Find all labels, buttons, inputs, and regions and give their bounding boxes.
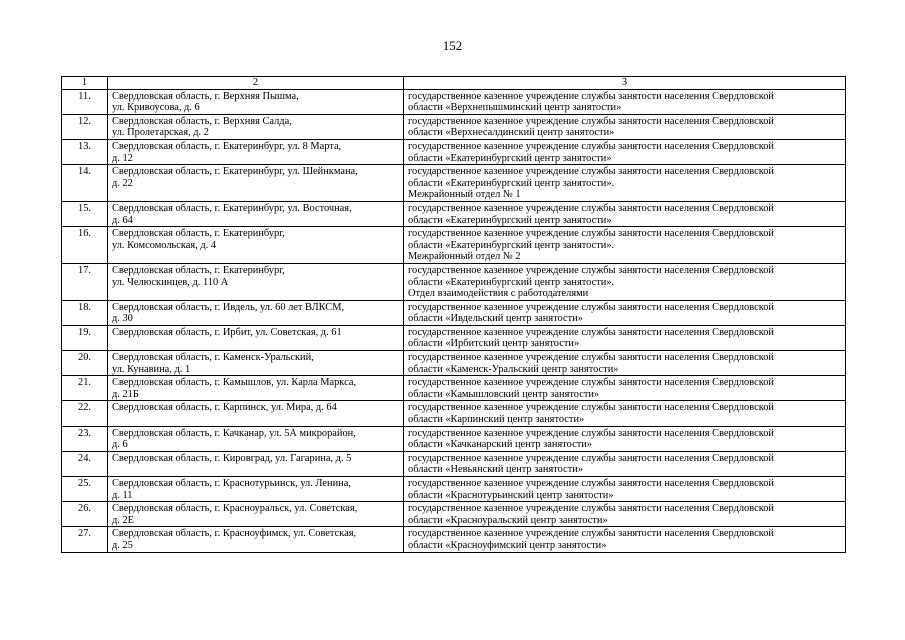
- address-cell: [108, 165, 404, 202]
- address-line: д. 25: [112, 539, 133, 551]
- address-line: д. 12: [112, 152, 133, 164]
- organization-line: области «Красноуфимский центр занятости»: [408, 539, 607, 551]
- address-line: ул. Кунавина, д. 1: [112, 363, 191, 375]
- address-cell: [108, 89, 404, 114]
- address-line: Свердловская область, г. Екатеринбург, ул. 8 Марта,: [112, 140, 342, 152]
- organization-cell: [404, 165, 846, 202]
- table-row: [62, 325, 846, 350]
- organization-line: государственное казенное учреждение службы занятости населения Свердловской: [408, 166, 774, 178]
- organization-cell: [404, 139, 846, 164]
- organization-line: государственное казенное учреждение службы занятости населения Свердловской: [408, 478, 774, 489]
- table-row: [62, 263, 846, 300]
- address-line: ул. Кривоусова, д. 6: [112, 102, 200, 114]
- table-row: [62, 89, 846, 114]
- address-cell: [108, 139, 404, 164]
- page-number: 152: [442, 38, 463, 53]
- organization-line: государственное казенное учреждение службы занятости населения Свердловской: [408, 301, 774, 313]
- address-line: Свердловская область, г. Качканар, ул. 5А микрорайон,: [112, 427, 356, 439]
- organization-cell: [404, 351, 846, 376]
- header-cell-1: 1: [62, 77, 108, 90]
- row-number-cell: 27.: [62, 527, 108, 552]
- table-header-row: [62, 77, 846, 90]
- organization-line: государственное казенное учреждение службы занятости населения Свердловской: [408, 115, 774, 127]
- address-line: ул. Комсомольская, д. 4: [112, 239, 217, 251]
- address-line: д. 6: [112, 439, 128, 451]
- table-row: [62, 227, 846, 264]
- row-number-cell: 26.: [62, 502, 108, 527]
- row-number-cell: 17.: [62, 263, 108, 300]
- organization-cell: [404, 426, 846, 451]
- row-number-cell: 11.: [62, 89, 108, 114]
- organization-line: государственное казенное учреждение службы занятости населения Свердловской: [408, 352, 774, 364]
- organization-line: области «Екатеринбургский центр занятости»: [408, 152, 612, 164]
- organization-cell: [404, 227, 846, 264]
- organization-line: области «Екатеринбургский центр занятости».: [408, 239, 615, 251]
- row-number-cell: 20.: [62, 351, 108, 376]
- organization-line: области «Екатеринбургский центр занятости».: [408, 177, 615, 189]
- row-number-cell: 16.: [62, 227, 108, 264]
- address-cell: [108, 451, 404, 476]
- organization-line: области «Невьянский центр занятости»: [408, 464, 584, 476]
- organization-line: государственное казенное учреждение службы занятости населения Свердловской: [408, 264, 774, 276]
- header-cell-2: 2: [108, 77, 404, 90]
- address-cell: [108, 325, 404, 350]
- table-row: [62, 426, 846, 451]
- table-row: [62, 502, 846, 527]
- row-number-cell: 21.: [62, 376, 108, 401]
- address-line: д. 2Е: [112, 514, 135, 526]
- address-cell: [108, 300, 404, 325]
- organization-line: государственное казенное учреждение службы занятости населения Свердловской: [408, 528, 774, 540]
- table-row: [62, 376, 846, 401]
- row-number-cell: 15.: [62, 201, 108, 226]
- address-cell: [108, 477, 404, 502]
- organization-line: государственное казенное учреждение службы занятости населения Свердловской: [408, 503, 774, 515]
- address-cell: [108, 201, 404, 226]
- organization-cell: [404, 325, 846, 350]
- row-number-cell: 18.: [62, 300, 108, 325]
- address-cell: [108, 227, 404, 264]
- organization-cell: [404, 114, 846, 139]
- address-cell: [108, 426, 404, 451]
- organization-line: государственное казенное учреждение службы занятости населения Свердловской: [408, 228, 774, 240]
- table-row: [62, 527, 846, 552]
- address-line: д. 64: [112, 214, 133, 226]
- organization-line: области «Екатеринбургский центр занятости»: [408, 214, 612, 226]
- organization-cell: [404, 451, 846, 476]
- row-number-cell: 24.: [62, 451, 108, 476]
- organization-line: области «Верхнепышминский центр занятости»: [408, 102, 622, 114]
- organization-cell: [404, 300, 846, 325]
- address-line: Свердловская область, г. Краснотурьинск, ул. Ленина,: [112, 478, 351, 489]
- organization-line: государственное казенное учреждение службы занятости населения Свердловской: [408, 202, 774, 214]
- organization-line: государственное казенное учреждение службы занятости населения Свердловской: [408, 377, 774, 389]
- address-cell: [108, 351, 404, 376]
- table-row: [62, 451, 846, 476]
- address-line: Свердловская область, г. Екатеринбург, ул. Шейнкмана,: [112, 166, 358, 178]
- table-row: [62, 300, 846, 325]
- table-row: [62, 401, 846, 426]
- address-line: Свердловская область, г. Екатеринбург,: [112, 264, 285, 276]
- organization-line: области «Качканарский центр занятости»: [408, 439, 593, 451]
- row-number-cell: 23.: [62, 426, 108, 451]
- row-number-cell: 19.: [62, 325, 108, 350]
- address-line: Свердловская область, г. Екатеринбург, ул. Восточная,: [112, 202, 352, 214]
- organization-line: области «Камышловский центр занятости»: [408, 388, 600, 400]
- row-number-cell: 14.: [62, 165, 108, 202]
- table-row: [62, 477, 846, 502]
- organization-line: области «Карпинский центр занятости»: [408, 414, 585, 426]
- organization-cell: [404, 527, 846, 552]
- address-cell: [108, 376, 404, 401]
- table-row: [62, 114, 846, 139]
- organization-cell: [404, 376, 846, 401]
- address-line: д. 21Б: [112, 388, 139, 400]
- organization-line: государственное казенное учреждение службы занятости населения Свердловской: [408, 90, 774, 102]
- address-line: д. 11: [112, 489, 133, 501]
- organization-cell: [404, 477, 846, 502]
- address-cell: [108, 401, 404, 426]
- organization-cell: [404, 89, 846, 114]
- table-body: [62, 77, 846, 553]
- row-number-cell: 25.: [62, 477, 108, 502]
- address-line: Свердловская область, г. Ивдель, ул. 60 лет ВЛКСМ,: [112, 301, 345, 313]
- address-line: д. 30: [112, 313, 133, 325]
- organization-line: области «Красноуральский центр занятости»: [408, 514, 608, 526]
- address-cell: [108, 527, 404, 552]
- organization-line: государственное казенное учреждение службы занятости населения Свердловской: [408, 427, 774, 439]
- address-cell: [108, 114, 404, 139]
- organization-line: государственное казенное учреждение службы занятости населения Свердловской: [408, 402, 774, 414]
- organization-line: государственное казенное учреждение службы занятости населения Свердловской: [408, 140, 774, 152]
- address-cell: [108, 502, 404, 527]
- organization-line: Межрайонный отдел № 1: [408, 189, 521, 201]
- address-line: Свердловская область, г. Красноуральск, ул. Советская,: [112, 503, 358, 515]
- table-row: [62, 201, 846, 226]
- organization-cell: [404, 201, 846, 226]
- organization-line: области «Ивдельский центр занятости»: [408, 313, 583, 325]
- organization-line: области «Ирбитский центр занятости»: [408, 338, 580, 350]
- address-cell: [108, 263, 404, 300]
- address-line: ул. Пролетарская, д. 2: [112, 127, 209, 139]
- organization-line: области «Каменск-Уральский центр занятости»: [408, 363, 619, 375]
- row-number-cell: 12.: [62, 114, 108, 139]
- header-cell-3: 3: [404, 77, 846, 90]
- organization-line: государственное казенное учреждение службы занятости населения Свердловской: [408, 326, 774, 338]
- table-row: [62, 139, 846, 164]
- address-line: Свердловская область, г. Красноуфимск, ул. Советская,: [112, 528, 357, 540]
- organization-line: Межрайонный отдел № 2: [408, 251, 521, 263]
- address-line: Свердловская область, г. Каменск-Уральский,: [112, 352, 314, 364]
- address-line: ул. Челюскинцев, д. 110 А: [112, 276, 229, 288]
- address-line: Свердловская область, г. Екатеринбург,: [112, 228, 285, 240]
- address-line: Свердловская область, г. Карпинск, ул. Мира, д. 64: [112, 402, 337, 414]
- address-line: Свердловская область, г. Кировград, ул. Гагарина, д. 5: [112, 452, 352, 464]
- organization-cell: [404, 401, 846, 426]
- address-line: Свердловская область, г. Верхняя Салда,: [112, 115, 292, 127]
- organization-line: государственное казенное учреждение службы занятости населения Свердловской: [408, 452, 774, 464]
- organization-cell: [404, 502, 846, 527]
- address-line: Свердловская область, г. Ирбит, ул. Советская, д. 61: [112, 326, 342, 338]
- facilities-table: [61, 76, 846, 553]
- organization-line: области «Верхнесалдинский центр занятости»: [408, 127, 615, 139]
- row-number-cell: 13.: [62, 139, 108, 164]
- organization-line: области «Екатеринбургский центр занятости».: [408, 276, 615, 288]
- address-line: Свердловская область, г. Камышлов, ул. Карла Маркса,: [112, 377, 357, 389]
- table-row: [62, 351, 846, 376]
- row-number-cell: 22.: [62, 401, 108, 426]
- address-line: Свердловская область, г. Верхняя Пышма,: [112, 90, 299, 102]
- address-line: д. 22: [112, 177, 133, 189]
- organization-cell: [404, 263, 846, 300]
- organization-line: области «Краснотурьинский центр занятости»: [408, 489, 614, 501]
- organization-line: Отдел взаимодействия с работодателями: [408, 288, 589, 300]
- table-row: [62, 165, 846, 202]
